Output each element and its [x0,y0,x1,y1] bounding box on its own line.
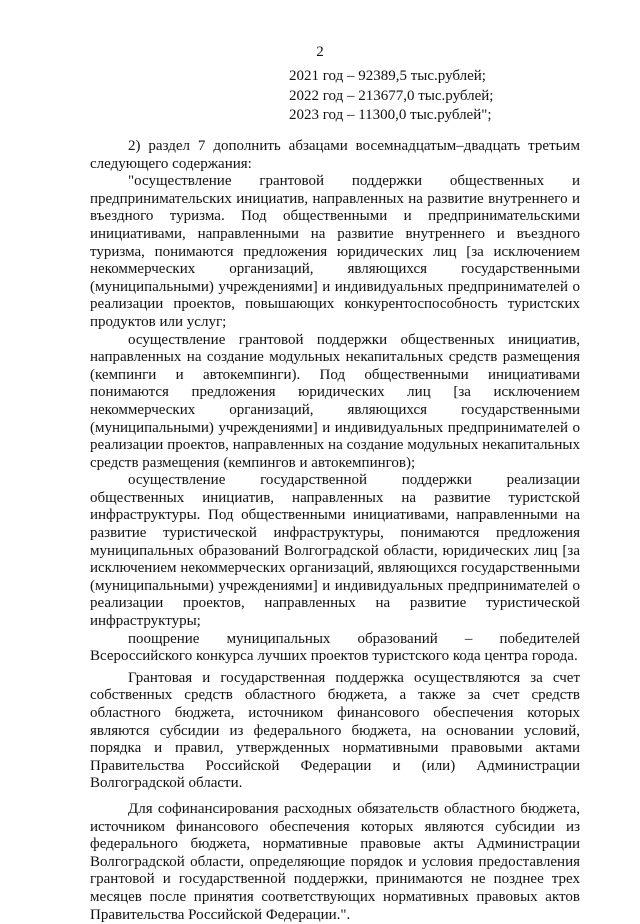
page-number: 2 [316,44,324,60]
financing-list [289,67,493,126]
paragraph-cofinancing: Для софинансирования расходных обязательств областного бюджета, источником финансового обеспечения которых являются субсидии из федерального бюджета, нормативные правовые акты Администрации Волгоградской области, определяющие порядок и условия предоставления грантовой и государственной поддержки, принимаются не позднее трех месяцев после принятия соответствующих нормативных правовых актов Правительства Российской Федерации.". [90,800,580,923]
financing-line-2022: 2022 год – 213677,0 тыс.рублей; [289,87,494,104]
paragraph-funding-sources: Грантовая и государственная поддержка осуществляются за счет собственных средств областного бюджета, а также за счет средств областного бюджета, источником финансового обеспечения которых являются субсидии из федерального бюджета, на основании условий, порядка и правил, утвержденных нормативными правовыми актами Правительства Российской Федерации и (или) Администрации Волгоградской области. [90,669,580,792]
paragraph-grant-support-camping: осуществление грантовой поддержки общественных инициатив, направленных на создание модульных некапитальных средств размещения (кемпинги и автокемпинги). Под общественными инициативами понимаются предложения юридических лиц [за исключением некоммерческих организаций, являющихся государственными (муниципальными) учреждениями] и индивидуальных предпринимателей о реализации проектов, направленных на создание модульных некапитальных средств размещения (кемпингов и автокемпингов); [90,331,580,471]
paragraph-grant-support-tourism: "осуществление грантовой поддержки общественных и предпринимательских инициатив, направленных на развитие внутреннего и въездного туризма. Под общественными и предпринимательскими инициативами, направленными на развитие внутреннего и въездного туризма, понимаются предложения юридических лиц [за исключением некоммерческих организаций, являющихся государственными (муниципальными) учреждениями] и индивидуальных предпринимателей о реализации проектов, повышающих конкурентоспособность туристских продуктов или услуг; [90,173,580,330]
document-body [90,138,580,924]
paragraph-municipal-encouragement: поощрение муниципальных образований – победителей Всероссийского конкурса лучших проектов туристского кода центра города. [90,630,580,665]
paragraph-state-support-infrastructure: осуществление государственной поддержки реализации общественных инициатив, направленных на развитие туристской инфраструктуры. Под общественными инициативами, направленными на развитие туристической инфраструктуры, понимаются предложения муниципальных образований Волгоградской области, юридических лиц [за исключением некоммерческих организаций, являющихся государственными (муниципальными) учреждениями] и индивидуальных предпринимателей о реализации проектов, направленных на развитие туристической инфраструктуры; [90,472,580,630]
financing-line-2021: 2021 год – 92389,5 тыс.рублей; [289,68,486,84]
financing-line-2023: 2023 год – 11300,0 тыс.рублей"; [289,107,492,123]
paragraph-amendment-intro: 2) раздел 7 дополнить абзацами восемнадцатым–двадцать третьим следующего содержания: [90,138,580,172]
